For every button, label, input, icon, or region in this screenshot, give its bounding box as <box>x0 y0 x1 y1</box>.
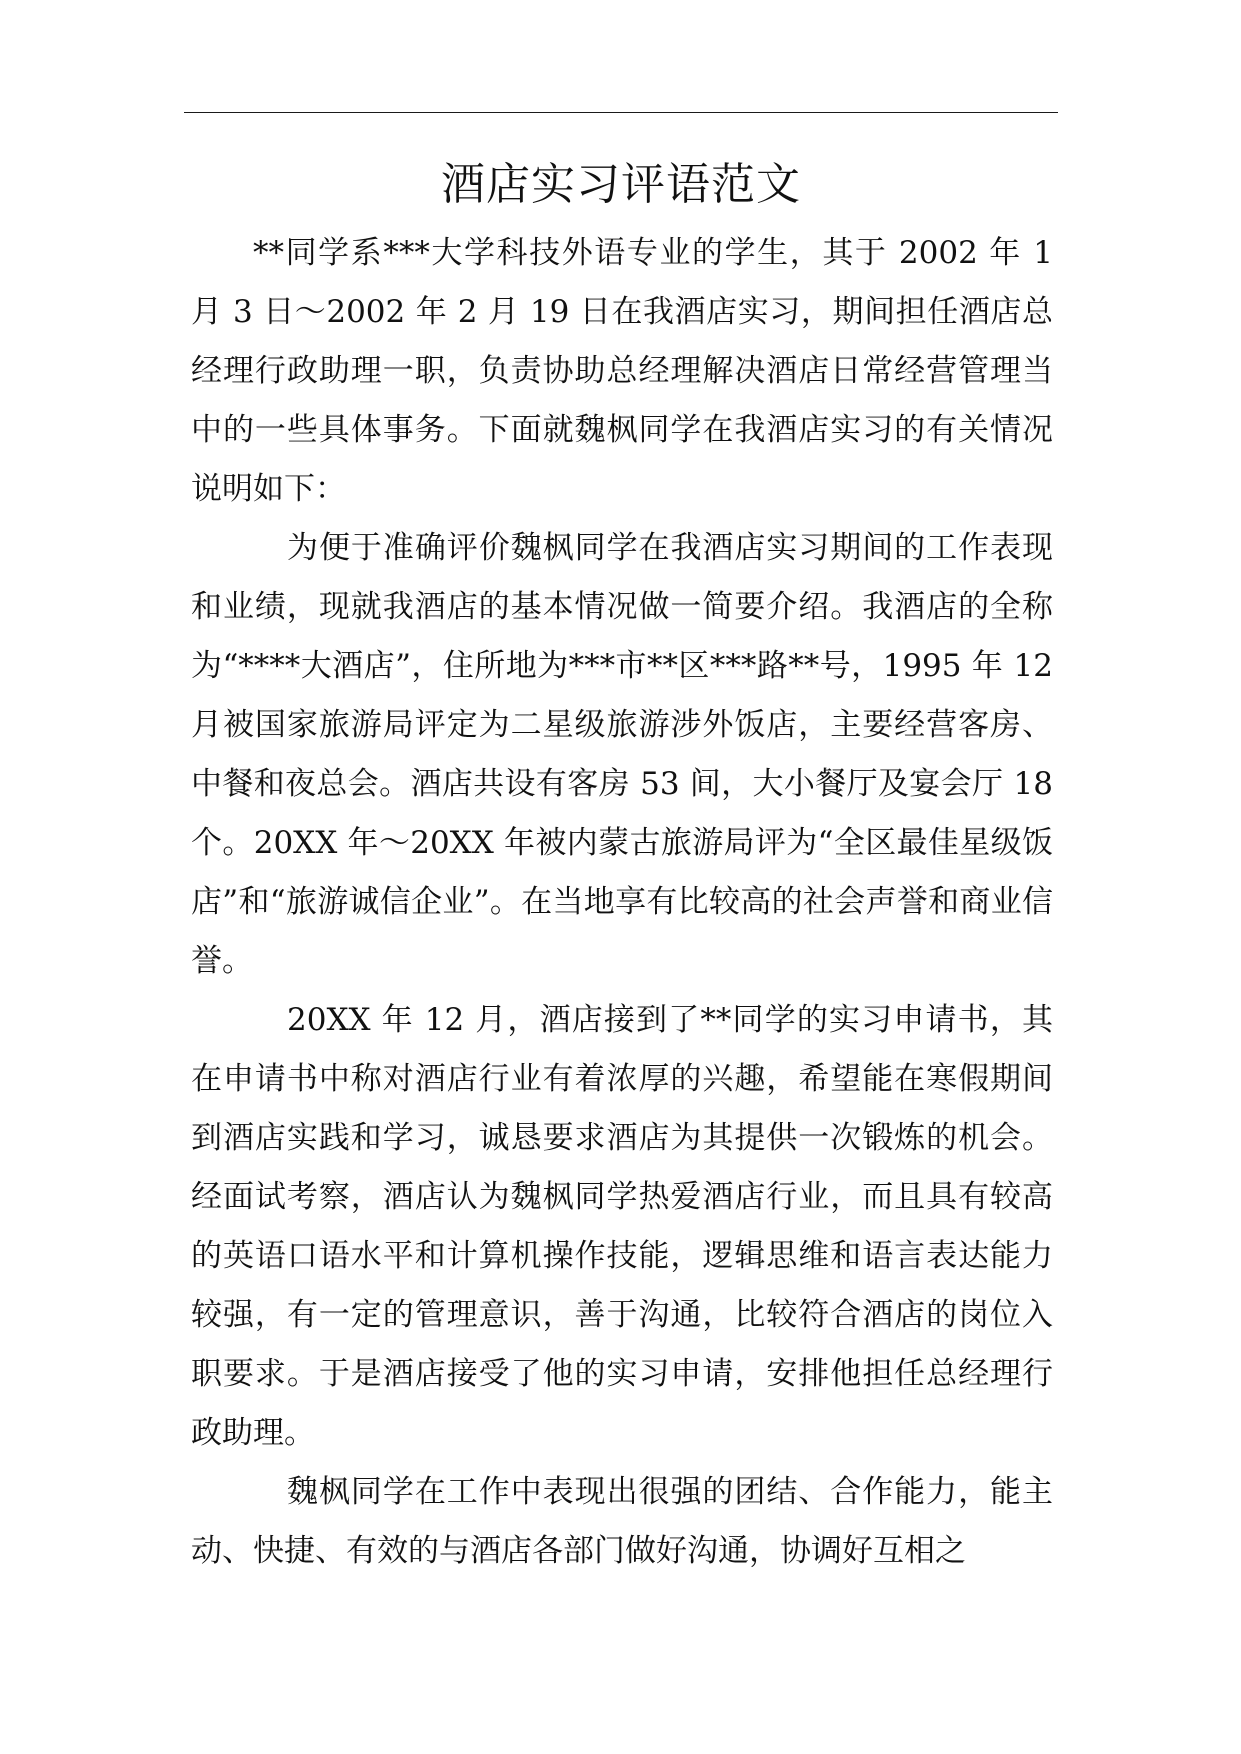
header-rule <box>184 112 1058 113</box>
document-body <box>191 224 1053 1581</box>
document-title: 酒店实习评语范文 <box>441 159 801 210</box>
paragraph-performance: 魏枫同学在工作中表现出很强的团结、合作能力，能主动、快捷、有效的与酒店各部门做好沟通，协调好互相之 <box>191 1474 1053 1569</box>
paragraph-hotel-overview: 为便于准确评价魏枫同学在我酒店实习期间的工作表现和业绩，现就我酒店的基本情况做一简要介绍。我酒店的全称为“****大酒店”，住所地为***市**区***路**号，1995 年 12 月被国家旅游局评定为二星级旅游涉外饭店，主要经营客房、中餐和夜总会。酒店共设有客房 53 间，大小餐厅及宴会厅 18 个。20XX 年～20XX 年被内蒙古旅游局评为“全区最佳星级饭店”和“旅游诚信企业”。在当地享有比较高的社会声誉和商业信誉。 <box>191 530 1053 979</box>
paragraph-application: 20XX 年 12 月，酒店接到了**同学的实习申请书，其在申请书中称对酒店行业有着浓厚的兴趣，希望能在寒假期间到酒店实践和学习，诚恳要求酒店为其提供一次锻炼的机会。经面试考察，酒店认为魏枫同学热爱酒店行业，而且具有较高的英语口语水平和计算机操作技能，逻辑思维和语言表达能力较强，有一定的管理意识，善于沟通，比较符合酒店的岗位入职要求。于是酒店接受了他的实习申请，安排他担任总经理行政助理。 <box>191 1002 1053 1451</box>
paragraph-intro: **同学系***大学科技外语专业的学生，其于 2002 年 1 月 3 日～2002 年 2 月 19 日在我酒店实习，期间担任酒店总经理行政助理一职，负责协助总经理解决酒店日常经营管理当中的一些具体事务。下面就魏枫同学在我酒店实习的有关情况说明如下： <box>191 235 1053 507</box>
